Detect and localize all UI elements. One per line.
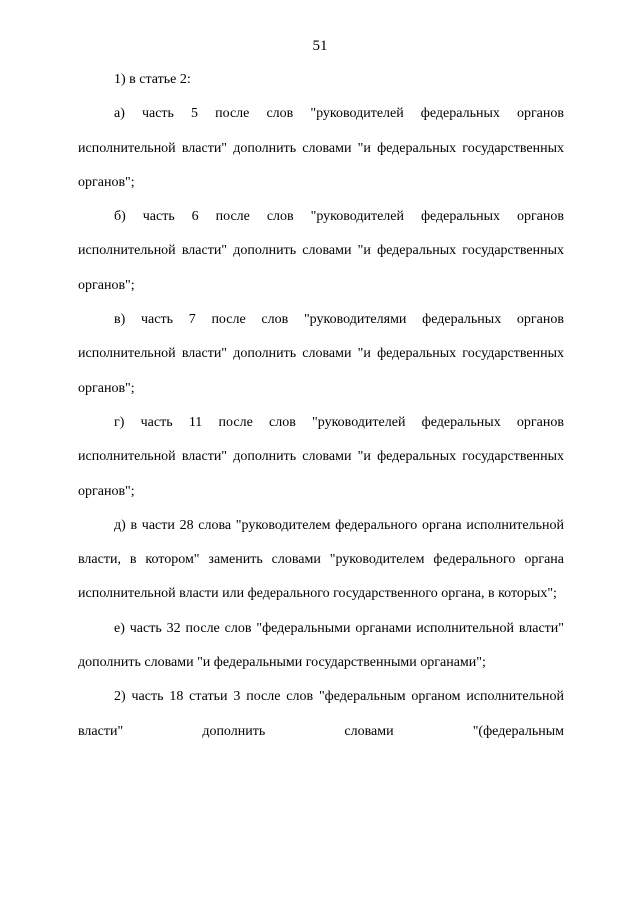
paragraph-item-b: б) часть 6 после слов "руководителей федеральных органов исполнительной власти" дополнить словами "и федеральных государственных органов"; — [78, 209, 564, 293]
paragraph-item-1: 1) в статье 2: — [114, 72, 191, 87]
paragraph-item-2: 2) часть 18 статьи 3 после слов "федеральным органом исполнительной власти" дополнить словами "(федеральным — [78, 689, 564, 739]
document-body — [78, 63, 564, 749]
page-number: 51 — [312, 38, 328, 54]
paragraph-item-v: в) часть 7 после слов "руководителями федеральных органов исполнительной власти" дополнить словами "и федеральных государственных органов"; — [78, 312, 564, 396]
paragraph-item-g: г) часть 11 после слов "руководителей федеральных органов исполнительной власти" дополнить словами "и федеральных государственных органов"; — [78, 414, 564, 499]
paragraph-item-a: а) часть 5 после слов "руководителей федеральных органов исполнительной власти" дополнить словами "и федеральных государственных органов"; — [78, 106, 564, 190]
paragraph-item-d: д) в части 28 слова "руководителем федерального органа исполнительной власти, в котором" заменить словами "руководителем федерального органа исполнительной власти или федерального государственного органа, в которых"; — [78, 517, 564, 602]
paragraph-item-e: е) часть 32 после слов "федеральными органами исполнительной власти" дополнить словами "и федеральными государственными органами"; — [78, 620, 564, 671]
